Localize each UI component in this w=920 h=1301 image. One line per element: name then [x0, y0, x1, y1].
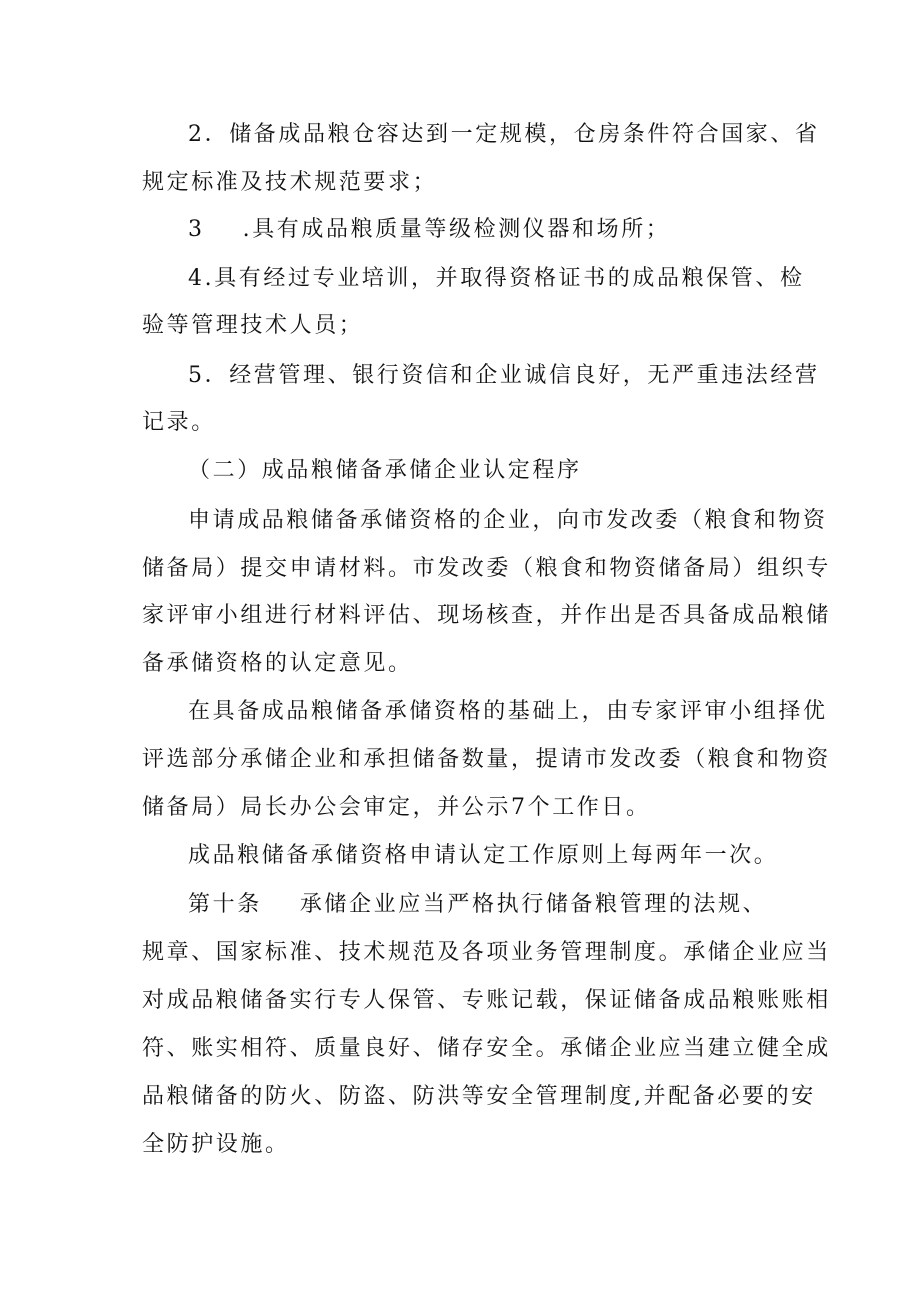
paragraph-line: 家评审小组进行材料评估、现场核查，并作出是否具备成品粮储 — [142, 603, 831, 628]
paragraph-line: 储备局）提交申请材料。市发改委（粮食和物资储备局）组织专 — [142, 556, 831, 581]
paragraph-line: 规章、国家标准、技术规范及各项业务管理制度。承储企业应当 — [142, 940, 831, 965]
paragraph-line: 4.具有经过专业培训，并取得资格证书的成品粮保管、检 — [188, 266, 805, 291]
paragraph-line: 记录。 — [142, 410, 216, 435]
article-text: 承储企业应当严格执行储备粮管理的法规、 — [299, 892, 768, 917]
paragraph-line: 符、账实相符、质量良好、储存安全。承储企业应当建立健全成 — [142, 1036, 831, 1061]
article-line — [188, 890, 767, 920]
paragraph-line: 5．经营管理、银行资信和企业诚信良好，无严重违法经营 — [188, 363, 820, 388]
paragraph-line: 2．储备成品粮仓容达到一定规模，仓房条件符合国家、省 — [188, 122, 820, 147]
list-number: 3 — [188, 217, 205, 242]
paragraph-line: 对成品粮储备实行专人保管、专账记载，保证储备成品粮账账相 — [142, 988, 831, 1013]
section-heading: （二）成品粮储备承储企业认定程序 — [188, 458, 582, 483]
paragraph-line — [188, 215, 670, 245]
paragraph-line: 成品粮储备承储资格申请认定工作原则上每两年一次。 — [188, 843, 779, 868]
paragraph-line: 储备局）局长办公会审定，并公示7个工作日。 — [142, 795, 651, 820]
paragraph-line: 验等管理技术人员； — [142, 313, 364, 338]
paragraph-line: 申请成品粮储备承储资格的企业，向市发改委（粮食和物资 — [188, 508, 828, 533]
paragraph-line: 在具备成品粮储备承储资格的基础上，由专家评审小组择优 — [188, 699, 828, 724]
paragraph-line: 规定标准及技术规范要求； — [142, 170, 438, 195]
paragraph-line: 评选部分承储企业和承担储备数量，提请市发改委（粮食和物资 — [142, 747, 831, 772]
paragraph-line: 品粮储备的防火、防盗、防洪等安全管理制度,并配备必要的安 — [142, 1084, 816, 1109]
paragraph-line: 备承储资格的认定意见。 — [142, 651, 413, 676]
article-label: 第十条 — [188, 892, 262, 917]
paragraph-line: 全防护设施。 — [142, 1132, 290, 1157]
list-text: .具有成品粮质量等级检测仪器和场所； — [242, 217, 671, 242]
